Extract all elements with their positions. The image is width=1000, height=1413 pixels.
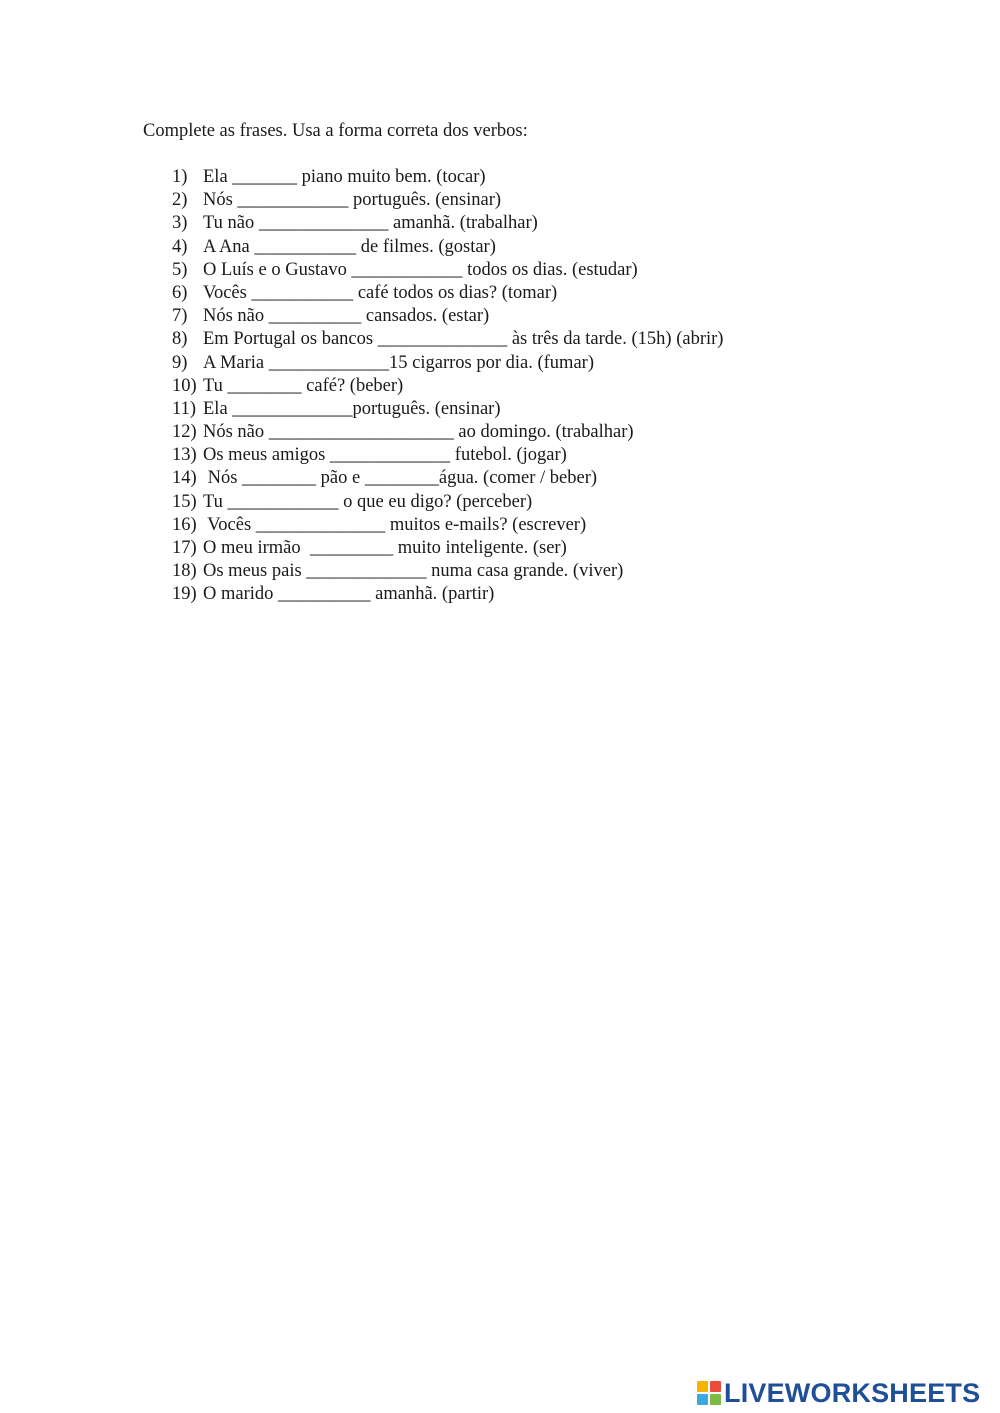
instruction-text: Complete as frases. Usa a forma correta dos verbos: xyxy=(143,121,528,141)
exercise-item xyxy=(172,236,723,259)
exercise-number: 15) xyxy=(172,491,197,512)
exercise-number: 6) xyxy=(172,282,188,303)
exercise-number: 17) xyxy=(172,538,197,558)
exercise-item xyxy=(172,583,723,606)
exercise-sentence: Os meus pais _____________ numa casa grande. (viver) xyxy=(203,561,624,582)
exercise-number: 16) xyxy=(172,514,197,535)
exercise-number: 9) xyxy=(172,352,188,373)
exercise-sentence: Nós não ____________________ ao domingo. (trabalhar) xyxy=(203,422,634,443)
exercise-item xyxy=(172,352,723,375)
exercise-number: 10) xyxy=(172,375,197,396)
exercise-number: 11) xyxy=(172,398,196,419)
exercise-item xyxy=(172,328,723,351)
exercise-sentence: Em Portugal os bancos ______________ às três da tarde. (15h) (abrir) xyxy=(203,329,724,350)
exercise-number: 4) xyxy=(172,236,188,257)
exercise-sentence: Nós não __________ cansados. (estar) xyxy=(203,306,490,327)
exercise-item xyxy=(172,491,723,514)
exercise-number: 2) xyxy=(172,190,188,211)
exercise-number: 8) xyxy=(172,329,188,350)
exercise-number: 14) xyxy=(172,468,197,489)
exercise-item xyxy=(172,444,723,467)
brand-name: LIVEWORKSHEETS xyxy=(724,1378,981,1408)
exercise-number: 19) xyxy=(172,584,197,605)
exercise-item xyxy=(172,375,723,398)
exercise-sentence: Os meus amigos _____________ futebol. (jogar) xyxy=(203,445,567,466)
exercise-sentence: A Ana ___________ de filmes. (gostar) xyxy=(203,236,496,257)
exercise-sentence: Vocês ______________ muitos e-mails? (escrever) xyxy=(203,514,587,535)
exercise-item xyxy=(172,305,723,328)
exercise-sentence: Tu ________ café? (beber) xyxy=(203,375,404,396)
exercise-item xyxy=(172,212,723,235)
logo-square-4 xyxy=(710,1394,721,1405)
exercise-sentence: A Maria _____________15 cigarros por dia. (fumar) xyxy=(203,352,594,373)
exercise-sentence: Ela _______ piano muito bem. (tocar) xyxy=(203,167,486,187)
exercise-sentence: Tu ____________ o que eu digo? (perceber) xyxy=(203,491,533,512)
exercise-number: 5) xyxy=(172,259,188,280)
exercise-item xyxy=(172,282,723,305)
exercise-item xyxy=(172,398,723,421)
liveworksheets-logo-icon xyxy=(697,1381,721,1405)
exercise-list xyxy=(172,166,723,607)
exercise-item xyxy=(172,514,723,537)
exercise-sentence: Nós ____________ português. (ensinar) xyxy=(203,190,502,211)
exercise-sentence: O marido __________ amanhã. (partir) xyxy=(203,584,495,605)
exercise-number: 3) xyxy=(172,213,188,234)
exercise-item xyxy=(172,189,723,212)
exercise-number: 13) xyxy=(172,445,197,466)
logo-square-3 xyxy=(697,1394,708,1405)
exercise-sentence: Tu não ______________ amanhã. (trabalhar) xyxy=(203,213,538,234)
exercise-sentence: Nós ________ pão e ________água. (comer / beber) xyxy=(203,468,598,489)
liveworksheets-brand xyxy=(697,1378,980,1408)
exercise-item xyxy=(172,467,723,490)
exercise-number: 7) xyxy=(172,306,188,327)
exercise-sentence: O meu irmão _________ muito inteligente. (ser) xyxy=(203,538,567,558)
exercise-number: 12) xyxy=(172,422,197,443)
exercise-number: 1) xyxy=(172,167,188,187)
exercise-item xyxy=(172,259,723,282)
logo-square-2 xyxy=(710,1381,721,1392)
exercise-number: 18) xyxy=(172,561,197,582)
logo-square-1 xyxy=(697,1381,708,1392)
exercise-sentence: O Luís e o Gustavo ____________ todos os dias. (estudar) xyxy=(203,259,638,280)
exercise-item xyxy=(172,166,723,189)
exercise-sentence: Vocês ___________ café todos os dias? (tomar) xyxy=(203,282,558,303)
exercise-item xyxy=(172,537,723,560)
exercise-item xyxy=(172,421,723,444)
exercise-item xyxy=(172,560,723,583)
exercise-sentence: Ela _____________português. (ensinar) xyxy=(203,398,501,419)
